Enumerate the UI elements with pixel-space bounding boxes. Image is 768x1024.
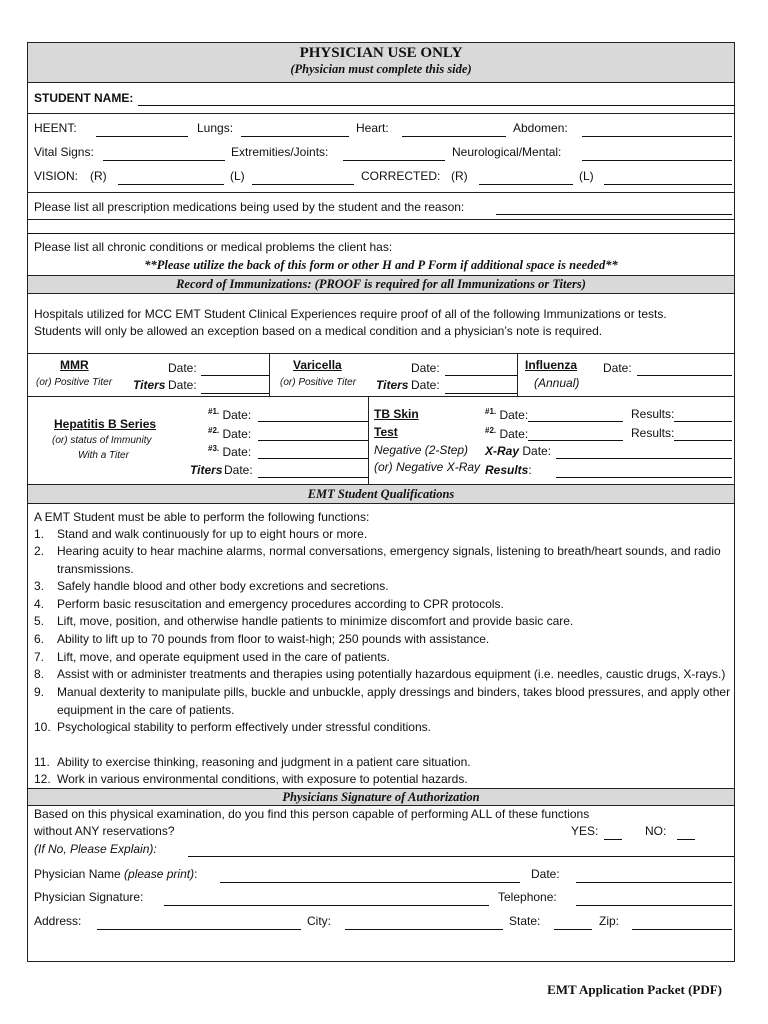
- tb-dose-1-number: #1.: [485, 407, 497, 416]
- corrected-left-field[interactable]: [604, 184, 732, 185]
- corrected-label: CORRECTED:: [361, 169, 441, 183]
- corrected-right-label: (R): [451, 169, 468, 183]
- hepb-dose-3-number: #3.: [208, 444, 220, 453]
- varicella-titers-label: Titers: [376, 378, 409, 392]
- vital-signs-field[interactable]: [103, 160, 225, 161]
- tb-dose-2: [485, 426, 528, 441]
- mmr-titers-date-label: Date:: [168, 378, 197, 392]
- list-item-text: Ability to exercise thinking, reasoning and judgment in a patient care situation.: [57, 755, 471, 769]
- abdomen-field[interactable]: [582, 136, 732, 137]
- physician-signature-label: Physician Signature:: [34, 890, 144, 904]
- list-item-number: 3.: [34, 579, 45, 593]
- mmr-date-field[interactable]: [201, 375, 269, 376]
- influenza-date-label: Date:: [603, 361, 632, 375]
- list-item-number: 5.: [34, 614, 45, 628]
- hepb-dose-3-field[interactable]: [258, 458, 368, 459]
- list-item-text: Lift, move, position, and otherwise handle patients to minimize discomfort and provide basic care.: [57, 614, 574, 628]
- list-item: [34, 719, 734, 737]
- list-item-text: Assist with or administer treatments and therapies using potentially hazardous equipment (i.e. needles, caustic drugs, X-rays.): [57, 667, 726, 681]
- list-item: [34, 631, 734, 649]
- physician-name-label: Physician Name: [34, 867, 121, 881]
- extremities-field[interactable]: [343, 160, 445, 161]
- mmr-positive-titer: (or) Positive Titer: [36, 377, 113, 388]
- physician-signature-field[interactable]: [164, 905, 489, 906]
- divider: [517, 353, 518, 396]
- tb-negative-xray: (or) Negative X-Ray: [374, 460, 481, 474]
- conditions-note: **Please utilize the back of this form or other H and P Form if additional space is needed**: [144, 258, 618, 272]
- tb-xray-date-label: Date:: [522, 444, 552, 458]
- tb-xray-results-label: Results: [485, 463, 529, 477]
- tb-dose-2-date-label: Date:: [499, 427, 529, 441]
- mmr-label: MMR: [60, 358, 89, 372]
- divider: [269, 353, 270, 396]
- state-field[interactable]: [554, 929, 592, 930]
- list-item-text: Manual dexterity to manipulate pills, buckle and unbuckle, apply dressings and binders, takes blood pressures, and apply other equipment in the care of patients.: [57, 685, 731, 717]
- vision-label: VISION:: [34, 169, 79, 183]
- list-item-number: 1.: [34, 527, 45, 541]
- city-label: City:: [307, 914, 331, 928]
- tb-dose-2-number: #2.: [485, 426, 497, 435]
- tb-dose-2-results-field[interactable]: [674, 440, 732, 441]
- tb-dose-1-results-label: Results:: [631, 407, 675, 421]
- physician-name-colon: :: [194, 867, 198, 881]
- yes-label: YES:: [571, 824, 599, 838]
- hepb-dose-1-field[interactable]: [258, 421, 368, 422]
- medications-field-line2[interactable]: [28, 233, 734, 234]
- divider: [28, 396, 734, 397]
- zip-label: Zip:: [599, 914, 620, 928]
- vision-right-label: (R): [90, 169, 107, 183]
- city-field[interactable]: [345, 929, 503, 930]
- state-label: State:: [509, 914, 541, 928]
- explain-label: (If No, Please Explain):: [34, 842, 157, 856]
- form-title: PHYSICIAN USE ONLY: [299, 45, 463, 61]
- list-item: [34, 596, 734, 614]
- header-block: [28, 43, 734, 83]
- vital-signs-label: Vital Signs:: [34, 145, 94, 159]
- list-item-text: Work in various environmental conditions, with exposure to potential hazards.: [57, 772, 468, 786]
- vision-right-field[interactable]: [118, 184, 224, 185]
- please-print-label: (please print): [124, 867, 195, 881]
- influenza-annual: (Annual): [534, 376, 580, 390]
- extremities-label: Extremities/Joints:: [231, 145, 329, 159]
- list-item-number: 9.: [34, 685, 45, 699]
- divider: [28, 192, 734, 193]
- tb-dose-2-field[interactable]: [528, 440, 623, 441]
- varicella-positive-titer: (or) Positive Titer: [280, 377, 357, 388]
- telephone-field[interactable]: [576, 905, 732, 906]
- varicella-date-field[interactable]: [445, 375, 517, 376]
- divider: [28, 219, 734, 220]
- list-item-number: 12.: [34, 772, 51, 786]
- list-item: [34, 666, 734, 684]
- varicella-titers-date-label: Date:: [411, 378, 440, 392]
- signature-question-1: Based on this physical examination, do you find this person capable of performing ALL of these functions: [34, 807, 590, 821]
- divider: [28, 353, 734, 354]
- corrected-left-label: (L): [579, 169, 594, 183]
- lungs-label: Lungs:: [197, 121, 234, 135]
- yes-field[interactable]: [604, 839, 622, 840]
- list-item-number: 6.: [34, 632, 45, 646]
- list-item-text: Ability to lift up to 70 pounds from floor to waist-high; 250 pounds with assistance.: [57, 632, 490, 646]
- tb-dose-1-date-label: Date:: [499, 408, 529, 422]
- qualifications-intro: A EMT Student must be able to perform the following functions:: [34, 510, 370, 524]
- hepb-dose-2: [208, 426, 251, 441]
- date-label: Date:: [531, 867, 560, 881]
- hepb-titers-label: Titers: [190, 463, 223, 477]
- list-item-text: Lift, move, and operate equipment used in the care of patients.: [57, 650, 390, 664]
- mmr-titers-date-field[interactable]: [201, 393, 269, 394]
- tb-dose-1-field[interactable]: [528, 421, 623, 422]
- neurological-label: Neurological/Mental:: [452, 145, 562, 159]
- medications-prompt: Please list all prescription medications being used by the student and the reason:: [34, 200, 465, 214]
- zip-field[interactable]: [632, 929, 732, 930]
- hepb-dose-1-number: #1.: [208, 407, 220, 416]
- tb-test-label: Test: [374, 425, 398, 439]
- tb-xray-row: [485, 444, 551, 458]
- list-item-text: Psychological stability to perform effectively under stressful conditions.: [57, 720, 431, 734]
- list-item-text: Hearing acuity to hear machine alarms, normal conversations, emergency signals, listening to breath/heart sounds, and radio transmissions.: [57, 544, 721, 576]
- hepb-dose-3-date-label: Date:: [222, 445, 252, 459]
- mmr-titers-label: Titers: [133, 378, 166, 392]
- hepb-dose-2-date-label: Date:: [222, 427, 252, 441]
- medications-field[interactable]: [496, 214, 732, 215]
- hepb-dose-2-number: #2.: [208, 426, 220, 435]
- corrected-right-field[interactable]: [479, 184, 573, 185]
- varicella-titers-date-field[interactable]: [445, 393, 517, 394]
- list-item: [34, 613, 734, 631]
- tb-skin-label: TB Skin: [374, 407, 419, 421]
- mmr-date-label: Date:: [168, 361, 197, 375]
- physician-name-row: [34, 867, 197, 881]
- immunizations-intro-2: Students will only be allowed an exception based on a medical condition and a physician’s note is required.: [34, 324, 603, 338]
- form-subtitle: (Physician must complete this side): [290, 62, 472, 76]
- explain-field[interactable]: [188, 856, 734, 857]
- list-item-number: 2.: [34, 544, 45, 558]
- heent-field[interactable]: [96, 136, 188, 137]
- hepb-sub-1: (or) status of Immunity: [52, 435, 152, 446]
- lungs-field[interactable]: [241, 136, 349, 137]
- student-name-label: STUDENT NAME:: [34, 91, 134, 105]
- telephone-label: Telephone:: [498, 890, 557, 904]
- physician-form: [27, 42, 735, 962]
- list-item: [34, 771, 734, 789]
- heent-label: HEENT:: [34, 121, 77, 135]
- address-label: Address:: [34, 914, 82, 928]
- tb-negative-2step: Negative (2-Step): [374, 443, 469, 457]
- student-name-field[interactable]: [138, 105, 734, 106]
- list-item-number: 11.: [34, 755, 50, 769]
- hepb-dose-1: [208, 407, 251, 422]
- tb-dose-2-results-label: Results:: [631, 426, 675, 440]
- list-item-text: Perform basic resuscitation and emergency procedures according to CPR protocols.: [57, 597, 504, 611]
- list-item-number: 10.: [34, 720, 51, 734]
- vision-left-field[interactable]: [252, 184, 354, 185]
- immunizations-intro-1: Hospitals utilized for MCC EMT Student Clinical Experiences require proof of all of the following Immunizations or tests.: [34, 307, 667, 321]
- tb-xray-results-field[interactable]: [556, 477, 732, 478]
- varicella-label: Varicella: [293, 358, 342, 372]
- hepb-titers-date-field[interactable]: [258, 477, 368, 478]
- hepb-dose-1-date-label: Date:: [222, 408, 252, 422]
- list-item: [34, 754, 734, 772]
- abdomen-label: Abdomen:: [513, 121, 568, 135]
- list-item: [34, 526, 734, 544]
- list-item: [34, 684, 734, 719]
- hepb-label: Hepatitis B Series: [54, 417, 157, 431]
- tb-dose-1: [485, 407, 528, 422]
- tb-dose-1-results-field[interactable]: [674, 421, 732, 422]
- tb-xray-results-row: Results:: [485, 463, 532, 477]
- list-item: [34, 543, 734, 578]
- list-item-number: 7.: [34, 650, 45, 664]
- heart-field[interactable]: [402, 136, 506, 137]
- tb-xray-date-field[interactable]: [556, 458, 732, 459]
- divider: [368, 396, 369, 485]
- hepb-dose-2-field[interactable]: [258, 440, 368, 441]
- address-field[interactable]: [97, 929, 301, 930]
- footer-text: EMT Application Packet (PDF): [547, 982, 722, 997]
- hepb-dose-3: [208, 444, 251, 459]
- signature-bar: Physicians Signature of Authorization: [28, 788, 734, 806]
- list-item: [34, 649, 734, 667]
- hepb-sub-2: With a Titer: [78, 450, 129, 461]
- hepb-titers-date-label: Date:: [224, 463, 253, 477]
- list-item: [34, 578, 734, 596]
- varicella-date-label: Date:: [411, 361, 440, 375]
- tb-xray-label: X-Ray: [485, 444, 520, 458]
- list-item-text: Safely handle blood and other body excretions and secretions.: [57, 579, 389, 593]
- no-field[interactable]: [677, 839, 695, 840]
- date-field[interactable]: [576, 882, 732, 883]
- heart-label: Heart:: [356, 121, 389, 135]
- influenza-label: Influenza: [525, 358, 578, 372]
- immunizations-bar: Record of Immunizations: (PROOF is required for all Immunizations or Titers): [28, 275, 734, 294]
- list-item-text: Stand and walk continuously for up to eight hours or more.: [57, 527, 368, 541]
- list-item-number: 8.: [34, 667, 45, 681]
- influenza-date-field[interactable]: [637, 375, 732, 376]
- no-label: NO:: [645, 824, 667, 838]
- signature-question-2: without ANY reservations?: [34, 824, 175, 838]
- physician-name-field[interactable]: [220, 882, 520, 883]
- list-item-number: 4.: [34, 597, 45, 611]
- conditions-prompt: Please list all chronic conditions or medical problems the client has:: [34, 240, 393, 254]
- qualifications-bar: EMT Student Qualifications: [28, 484, 734, 504]
- neurological-field[interactable]: [582, 160, 732, 161]
- divider: [28, 113, 734, 114]
- vision-left-label: (L): [230, 169, 245, 183]
